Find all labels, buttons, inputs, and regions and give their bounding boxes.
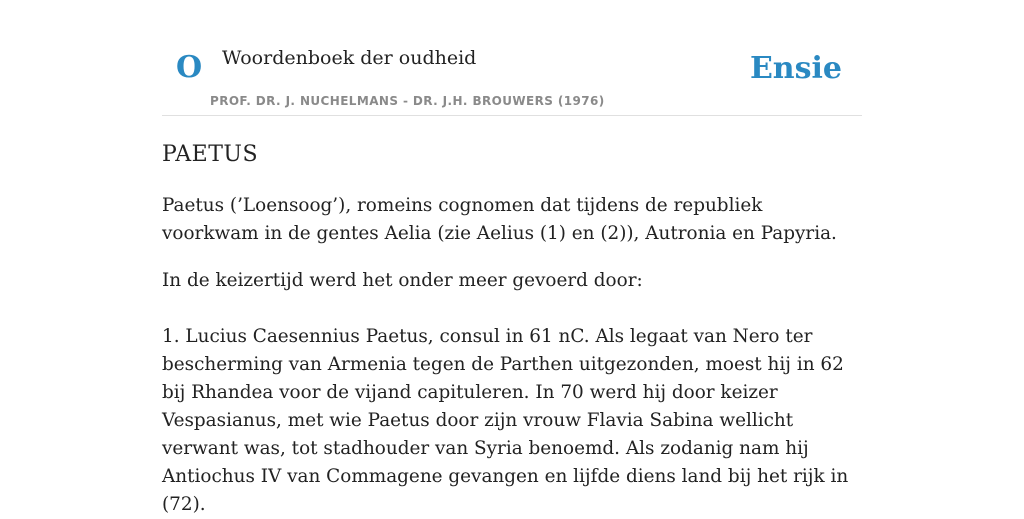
- dictionary-authors: PROF. DR. J. NUCHELMANS - DR. J.H. BROUWERS (1976): [210, 94, 605, 108]
- entry-title: PAETUS: [162, 142, 259, 167]
- page-content: [162, 0, 862, 515]
- dictionary-header: [162, 0, 862, 116]
- entry-paragraph: In de keizertijd werd het onder meer gevoerd door:: [162, 270, 643, 291]
- entry-paragraph: 1. Lucius Caesennius Paetus, consul in 61 nC. Als legaat van Nero ter bescherming van Armenia tegen de Parthen uitgezonden, moest hij in 62 bij Rhandea voor de vijand capituleren. In 70 werd hij door keizer Vespasianus, met wie Paetus door zijn vrouw Flavia Sabina wellicht verwant was, tot stadhouder van Syria benoemd. Als zodanig nam hij Antiochus IV van Commagene gevangen en lijfde diens land bij het rijk in (72).: [162, 326, 849, 515]
- dictionary-title[interactable]: Woordenboek der oudheid: [222, 47, 477, 69]
- entry-paragraph: Paetus (’Loensoog’), romeins cognomen dat tijdens de republiek voorkwam in de gentes Aelia (zie Aelius (1) en (2)), Autronia en Papyria.: [162, 195, 837, 244]
- brand-logo[interactable]: Ensie: [749, 51, 842, 86]
- index-letter[interactable]: O: [176, 50, 203, 85]
